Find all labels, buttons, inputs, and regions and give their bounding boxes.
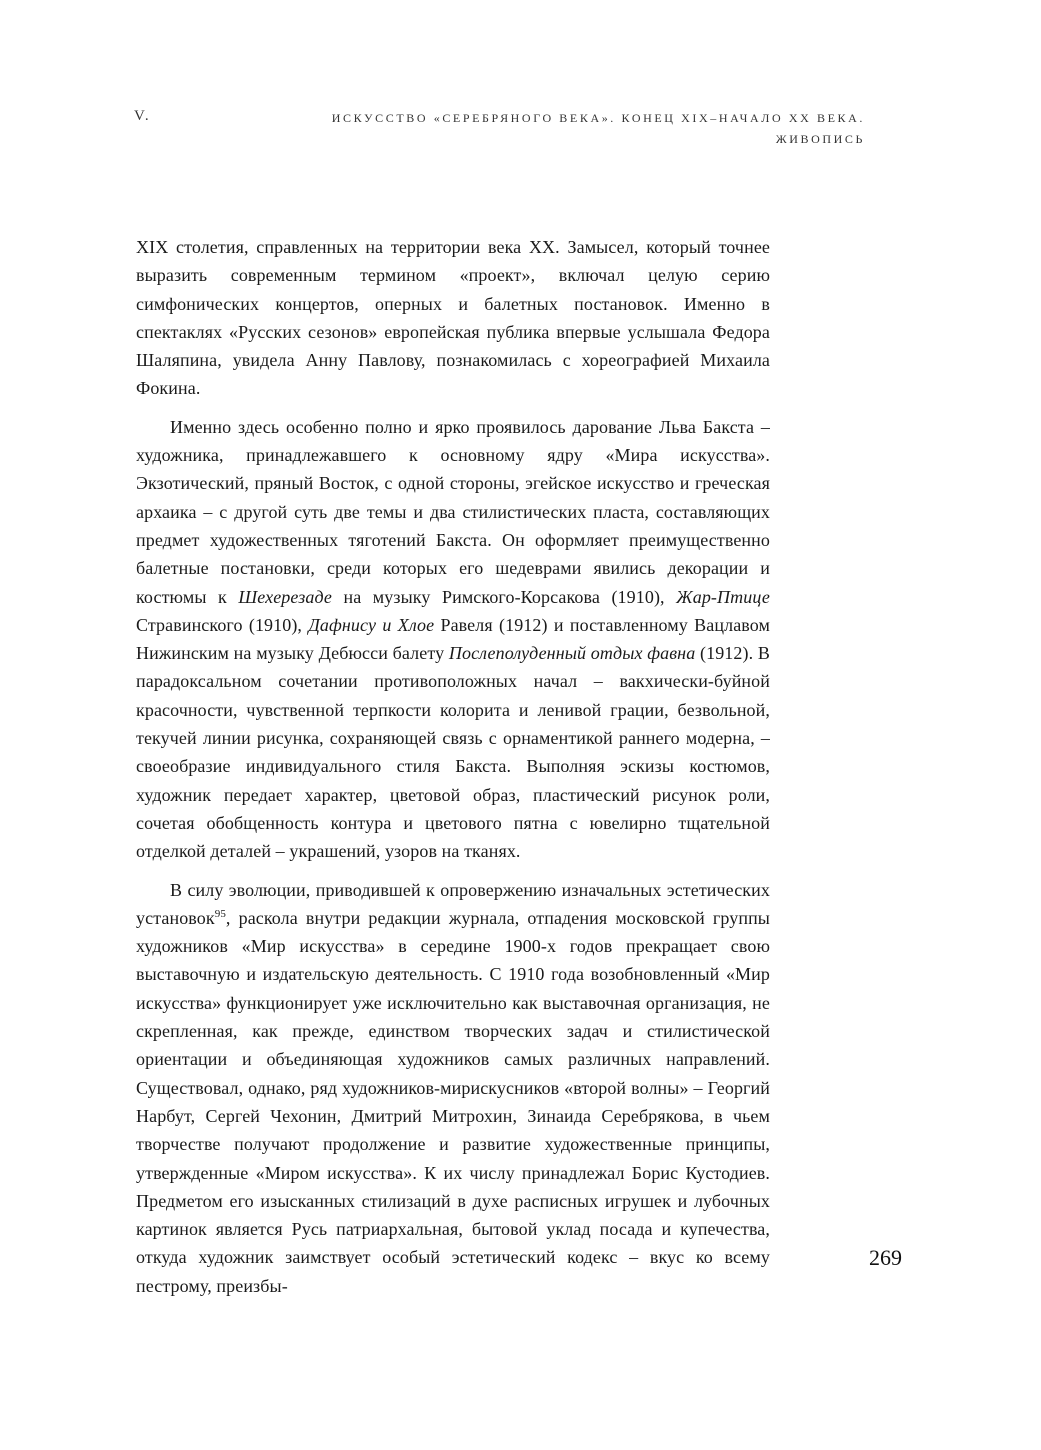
italic-title-firebird: Жар-Птице xyxy=(676,586,770,607)
chapter-title xyxy=(245,108,865,150)
chapter-title-line-2: ЖИВОПИСЬ xyxy=(775,132,865,146)
footnote-marker[interactable]: 95 xyxy=(214,907,226,920)
italic-title-faun: Послеполуденный отдых фавна xyxy=(448,643,696,664)
paragraph-2-text-e: (1912). В парадоксальном сочетании противоположных начал – вакхически-буйной красочности, чувственной терпкости колорита и ленивой грации, безвольной, текучей линии рисунка, сохраняющей связь с орнаментикой раннего модерна, – своеобразие индивидуального стиля Бакста. Выполняя эскизы костюмов, художник передает характер, цветовой образ, пластический рисунок роли, сочетая обобщенность контура и цветового пятна с ювелирно тщательной отделкой деталей – украшений, узоров на тканях. xyxy=(136,643,771,862)
page-number: 269 xyxy=(869,1245,902,1270)
body-text xyxy=(136,233,770,1310)
paragraph-2-text-b: на музыку Римского-Корсакова (1910), xyxy=(343,586,665,607)
paragraph-2-text-a: Именно здесь особенно полно и ярко проявилось дарование Льва Бакста – художника, принадлежавшего к основному ядру «Мира искусства». Экзотический, пряный Восток, с одной стороны, эгейское искусство и греческая архаика – с другой суть две темы и два стилистических пласта, составляющих предмет художественных тяготений Бакста. Он оформляет преимущественно балетные постановки, среди которых его шедеврами явились декорации и костюмы к xyxy=(136,416,770,607)
italic-title-daphnis: Дафнису и Хлое xyxy=(308,614,435,635)
running-head xyxy=(0,108,1041,158)
chapter-number: V. xyxy=(134,108,151,124)
paragraph-3 xyxy=(136,876,770,1300)
paragraph-3-text-a: В силу эволюции, приводившей к опровержению изначальных эстетических установок xyxy=(136,879,770,928)
paragraph-2-text-c: Стравинского (1910), xyxy=(136,614,303,635)
paragraph-1: XIX столетия, справленных на территории века XX. Замысел, который точнее выразить современным термином «проект», включал целую серию симфонических концертов, оперных и балетных постановок. Именно в спектаклях «Русских сезонов» европейская публика впервые услышала Федора Шаляпина, увидела Анну Павлову, познакомилась с хореографией Михаила Фокина. xyxy=(136,237,770,399)
italic-title-scheherazade: Шехерезаде xyxy=(238,586,332,607)
paragraph-3-text-b: , раскола внутри редакции журнала, отпадения московской группы художников «Мир искусства» в середине 1900-х годов прекращает свою выставочную и издательскую деятельность. С 1910 года возобновленный «Мир искусства» функционирует уже исключительно как выставочная организация, не скрепленная, как прежде, единством творческих задач и стилистической ориентации и объединяющая художников самых различных направлений. Существовал, однако, ряд художников-мирискусников «второй волны» – Георгий Нарбут, Сергей Чехонин, Дмитрий Митрохин, Зинаида Серебрякова, в чьем творчестве получают продолжение и развитие художественные принципы, утвержденные «Миром искусства». К их числу принадлежал Борис Кустодиев. Предметом его изысканных стилизаций в духе расписных игрушек и лубочных картинок является Русь патриархальная, бытовой уклад посада и купечества, откуда художник заимствует особый эстетический кодекс – вкус ко всему пестрому, преизбы- xyxy=(136,907,770,1296)
paragraph-2 xyxy=(136,413,770,866)
paragraph-2-text-d: Равеля (1912) и поставленному Вацлавом Нижинским на музыку Дебюсси балету xyxy=(136,614,771,664)
chapter-title-line-1: ИСКУССТВО «СЕРЕБРЯНОГО ВЕКА». КОНЕЦ XIX–НАЧАЛО XX ВЕКА. xyxy=(331,111,865,125)
